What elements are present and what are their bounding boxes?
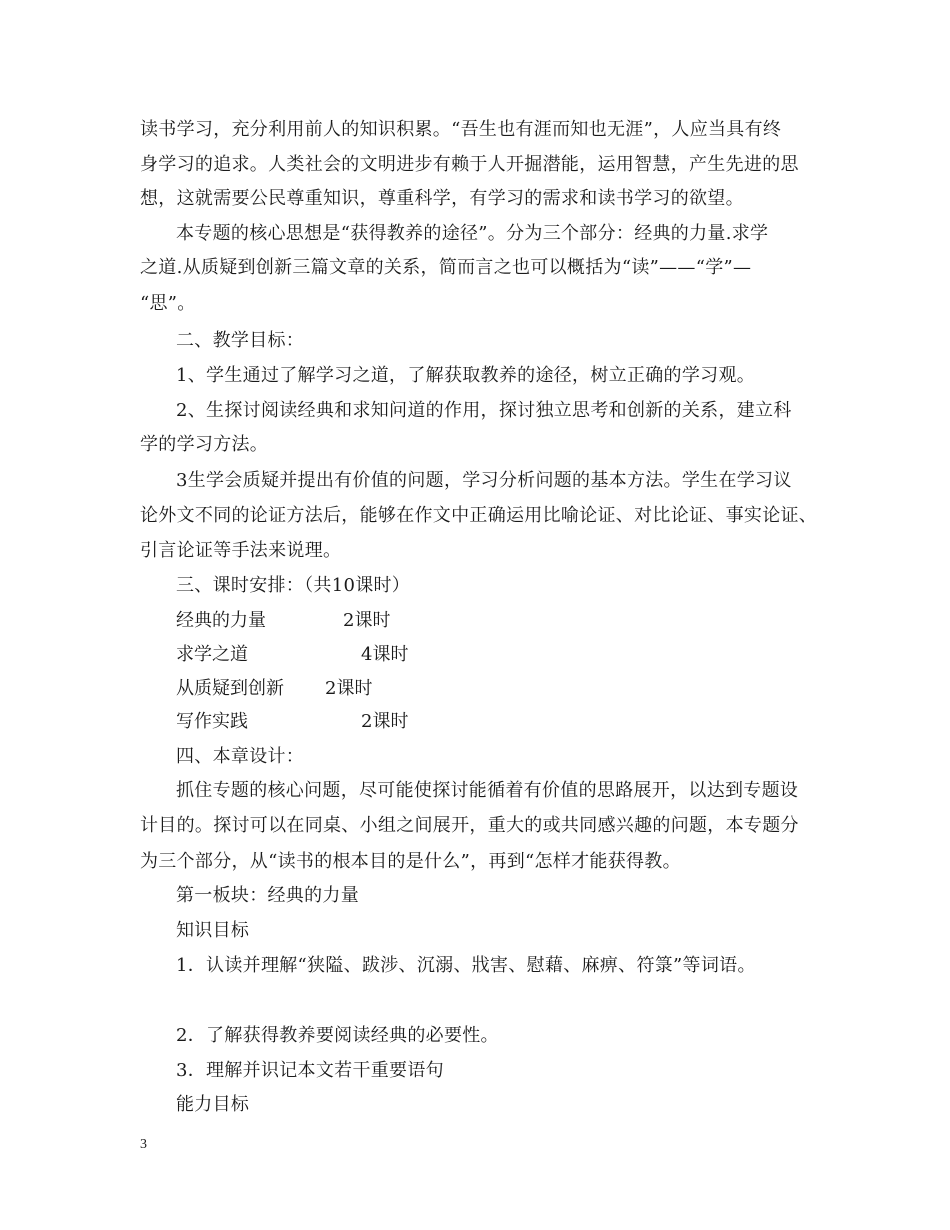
schedule-item-name: 求学之道 xyxy=(176,644,248,665)
schedule-item-hours: 2课时 xyxy=(325,678,373,699)
list-item: 1．认读并理解“狭隘、跋涉、沉溺、戕害、慰藉、麻痹、符箓”等词语。 xyxy=(176,955,756,976)
text-line: 引言论证等手法来说理。 xyxy=(140,540,342,561)
list-item: 3．理解并识记本文若干重要语句 xyxy=(176,1060,444,1081)
schedule-item-name: 写作实践 xyxy=(176,711,248,732)
text-line: “思”。 xyxy=(140,293,196,314)
text-line: 之道.从质疑到创新三篇文章的关系，简而言之也可以概括为“读”——“学”— xyxy=(140,257,752,278)
text-line: 本专题的核心思想是“获得教养的途径”。分为三个部分：经典的力量.求学 xyxy=(176,223,769,244)
subsection-heading: 知识目标 xyxy=(176,920,250,941)
text-line: 读书学习，充分利用前人的知识积累。“吾生也有涯而知也无涯”，人应当具有终 xyxy=(140,119,782,140)
text-line: 抓住专题的核心问题，尽可能使探讨能循着有价值的思路展开，以达到专题设 xyxy=(176,780,799,801)
text-line: 学的学习方法。 xyxy=(140,434,269,455)
text-line: 为三个部分，从“读书的根本目的是什么”，再到“怎样才能获得教。 xyxy=(140,851,681,872)
text-line: 计目的。探讨可以在同桌、小组之间展开，重大的或共同感兴趣的问题，本专题分 xyxy=(140,815,799,836)
schedule-item-name: 从质疑到创新 xyxy=(176,678,284,699)
section-heading: 二、教学目标： xyxy=(176,330,305,351)
section-heading: 三、课时安排：（共10课时） xyxy=(176,575,411,596)
schedule-item-hours: 4课时 xyxy=(361,644,409,665)
section-heading: 四、本章设计： xyxy=(176,746,305,767)
list-item: 2．了解获得教养要阅读经典的必要性。 xyxy=(176,1025,499,1046)
page-number: 3 xyxy=(140,1137,147,1152)
schedule-item-hours: 2课时 xyxy=(361,711,409,732)
text-line: 身学习的追求。人类社会的文明进步有赖于人开掘潜能，运用智慧，产生先进的思 xyxy=(140,154,799,175)
list-item: 1、学生通过了解学习之道，了解获取教养的途径，树立正确的学习观。 xyxy=(176,365,756,386)
subsection-heading: 第一板块：经典的力量 xyxy=(176,885,359,906)
schedule-item-name: 经典的力量 xyxy=(176,610,266,631)
text-line: 论外文不同的论证方法后，能够在作文中正确运用比喻论证、对比论证、事实论证、 xyxy=(140,505,818,526)
list-item: 2、生探讨阅读经典和求知问道的作用，探讨独立思考和创新的关系，建立科 xyxy=(176,400,792,421)
text-line: 想，这就需要公民尊重知识，尊重科学，有学习的需求和读书学习的欲望。 xyxy=(140,188,744,209)
schedule-item-hours: 2课时 xyxy=(343,610,391,631)
list-item: 3生学会质疑并提出有价值的问题，学习分析问题的基本方法。学生在学习议 xyxy=(176,470,792,491)
subsection-heading: 能力目标 xyxy=(176,1094,250,1115)
